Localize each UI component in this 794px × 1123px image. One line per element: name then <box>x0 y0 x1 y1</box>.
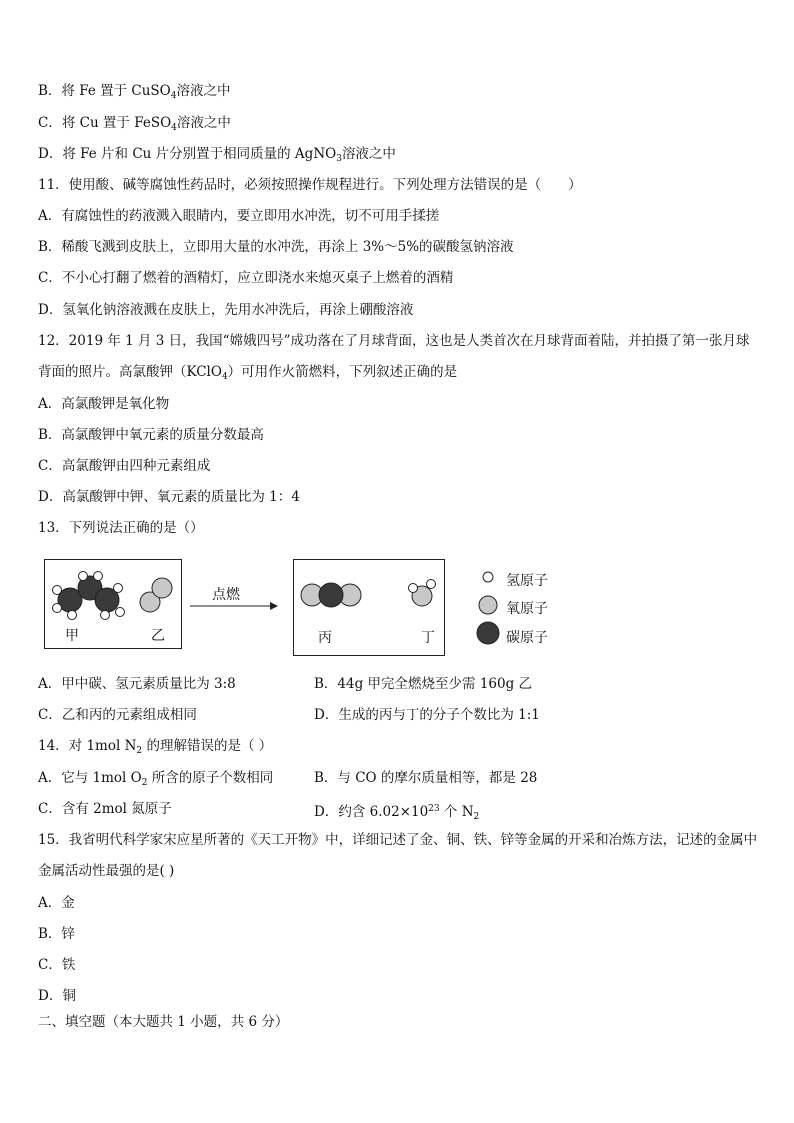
q15-option-b: B．锌 <box>38 926 75 942</box>
q13-stem: 13．下列说法正确的是（） <box>38 520 204 536</box>
products-box <box>293 559 445 656</box>
legend-hydrogen: 氢原子 <box>506 573 548 589</box>
oxygen-molecule <box>140 578 172 612</box>
q10-option-d: D．将 Fe 片和 Cu 片分别置于相同质量的 AgNO$_3$溶液之中 <box>38 146 396 164</box>
q14-option-a: A．它与 1mol $O_2$ 所含的原子个数相同 <box>38 770 274 788</box>
water-molecule <box>409 580 436 607</box>
q10-option-b: B．将 Fe 置于 CuSO$_4$溶液之中 <box>38 83 231 101</box>
q11-stem: 11．使用酸、碱等腐蚀性药品时，必须按照操作规程进行。下列处理方法错误的是（ ） <box>38 177 582 193</box>
label-ding: 丁 <box>421 630 435 646</box>
q12-option-a: A．高氯酸钾是氧化物 <box>38 396 170 412</box>
q13-option-d: D．生成的丙与丁的分子个数比为 1:1 <box>314 707 540 723</box>
legend-carbon: 碳原子 <box>506 630 548 646</box>
carbon-atom-icon <box>477 622 499 644</box>
legend-swatches <box>476 566 506 646</box>
q12-option-d: D．高氯酸钾中钾、氧元素的质量比为 1：4 <box>38 489 300 505</box>
q15-stem: 15．我省明代科学家宋应星所著的《天工开物》中，详细记述了金、铜、铁、锌等金属的开采和冶炼方法，记述的金属中金属活动性最强的是( ) <box>38 832 758 879</box>
section-heading: 二、填空题（本大题共 1 小题，共 6 分） <box>38 1014 289 1030</box>
q11-option-d: D．氢氧化钠溶液溅在皮肤上，先用水冲洗后，再涂上硼酸溶液 <box>38 302 414 318</box>
reactants-box <box>44 559 182 649</box>
q13-option-a: A．甲中碳、氢元素质量比为 3:8 <box>38 676 236 692</box>
hydrogen-atom-icon <box>483 572 493 582</box>
q11-option-b: B．稀酸飞溅到皮肤上，立即用大量的水冲洗，再涂上 3%～5%的碳酸氢钠溶液 <box>38 239 514 255</box>
q13-option-b: B．44g 甲完全燃烧至少需 160g 乙 <box>314 676 533 692</box>
q15-option-c: C．铁 <box>38 957 76 973</box>
q15-option-d: D．铜 <box>38 988 76 1004</box>
q10-option-c: C．将 Cu 置于 FeSO$_4$溶液之中 <box>38 115 231 133</box>
q13-option-c: C．乙和丙的元素组成相同 <box>38 707 197 723</box>
q14-option-b: B．与 CO 的摩尔质量相等，都是 28 <box>314 770 538 786</box>
q11-option-a: A．有腐蚀性的药液溅入眼睛内，要立即用水冲洗，切不可用手揉搓 <box>38 208 440 224</box>
q14-option-c: C．含有 2mol 氮原子 <box>38 801 172 817</box>
label-bing: 丙 <box>318 630 332 646</box>
q11-option-c: C．不小心打翻了燃着的酒精灯，应立即浇水来熄灭桌子上燃着的酒精 <box>38 270 454 286</box>
q12-stem-line1: 12．2019 年 1 月 3 日，我国“嫦娥四号”成功落在了月球背面，这也是人类首次在月球背面着陆，并拍摄了第一张月球 <box>38 333 750 349</box>
q14-stem: 14．对 1mol $N_2$ 的理解错误的是（ ） <box>38 738 273 756</box>
q12-option-b: B．高氯酸钾中氧元素的质量分数最高 <box>38 427 264 443</box>
q15-option-a: A．金 <box>38 895 75 911</box>
label-yi: 乙 <box>151 628 165 644</box>
label-jia: 甲 <box>65 628 79 644</box>
oxygen-atom-icon <box>479 596 497 614</box>
legend-oxygen: 氧原子 <box>506 601 548 617</box>
q12-stem-line2: 背面的照片。高氯酸钾（KClO$_4$）可用作火箭燃料，下列叙述正确的是 <box>38 364 458 382</box>
q14-option-d: D．约含 $6.02\times 10^{23}$ 个 $N_2$ <box>314 804 480 822</box>
carbon-dioxide-molecule <box>301 583 361 607</box>
reaction-arrow-icon <box>188 600 280 612</box>
arrow-label: 点燃 <box>212 587 240 603</box>
q12-option-c: C．高氯酸钾由四种元素组成 <box>38 458 211 474</box>
propane-molecule <box>53 572 125 620</box>
